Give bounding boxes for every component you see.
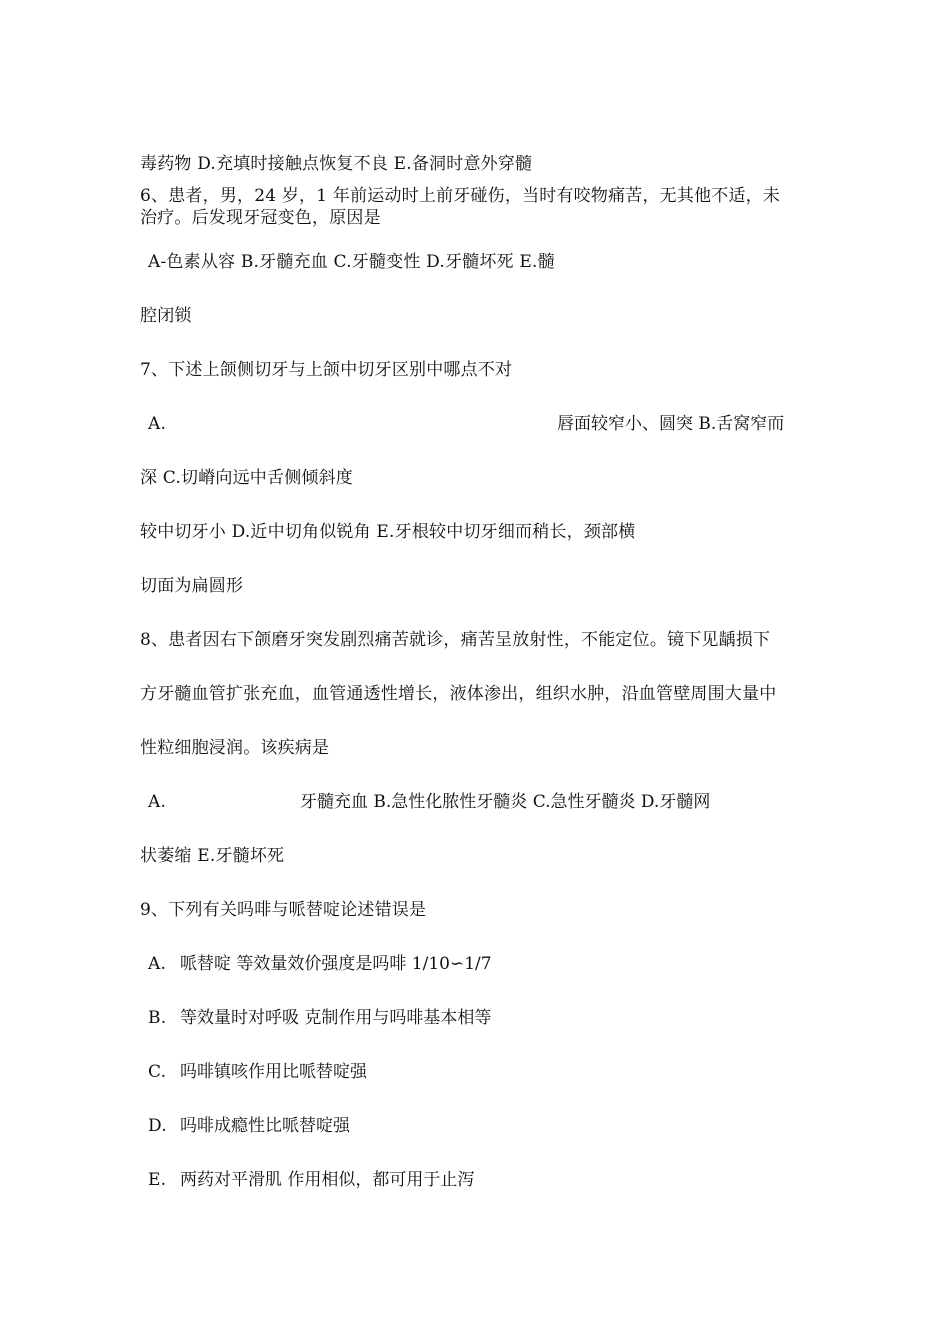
question-9-option-b (0, 1006, 950, 1030)
question-9-option-c (0, 1060, 950, 1084)
option-text: 两药对平滑肌 作用相似，都可用于止泻 (180, 1170, 475, 1190)
option-label: A. (148, 792, 167, 812)
option-text: 等效量时对呼吸 克制作用与吗啡基本相等 (180, 1008, 492, 1028)
question-7-options-cont: 切面为扁圆形 (140, 576, 244, 596)
question-8-options-cont: 状萎缩 E.牙髓坏死 (140, 846, 285, 866)
option-label: D. (148, 1116, 167, 1136)
question-7-options-cont: 较中切牙小 D.近中切角似锐角 E.牙根较中切牙细而稍长，颈部横 (140, 522, 636, 542)
question-8-stem: 8、患者因右下颌磨牙突发剧烈痛苦就诊，痛苦呈放射性，不能定位。镜下见龋损下 (140, 630, 771, 650)
option-label: E. (148, 1170, 167, 1190)
question-6-options: A-色素从容 B.牙髓充血 C.牙髓变性 D.牙髓坏死 E.髓 (148, 252, 555, 272)
option-text: 牙髓充血 B.急性化脓性牙髓炎 C.急性牙髓炎 D.牙髓网 (300, 792, 711, 812)
option-label: A. (148, 414, 167, 434)
option-text: 哌替啶 等效量效价强度是吗啡 1/10∽1/7 (180, 954, 492, 974)
question-9-option-a (0, 952, 950, 976)
question-7-options-cont: 深 C.切嵴向远中舌侧倾斜度 (140, 468, 354, 488)
option-text: 吗啡镇咳作用比哌替啶强 (180, 1062, 367, 1082)
option-label: A. (148, 954, 167, 974)
text-line: 毒药物 D.充填时接触点恢复不良 E.备洞时意外穿髓 (140, 154, 533, 174)
option-text: 唇面较窄小、圆突 B.舌窝窄而 (557, 414, 785, 434)
question-8-stem-cont: 性粒细胞浸润。该疾病是 (140, 738, 330, 758)
option-text: 吗啡成瘾性比哌替啶强 (180, 1116, 350, 1136)
question-9-option-e (0, 1168, 950, 1192)
question-6-stem: 6、患者，男，24 岁，1 年前运动时上前牙碰伤，当时有咬物痛苦，无其他不适，未 (140, 186, 781, 206)
question-9-stem: 9、下列有关吗啡与哌替啶论述错误是 (140, 900, 427, 920)
question-6-options-cont: 腔闭锁 (140, 306, 192, 326)
option-label: C. (148, 1062, 167, 1082)
question-8-stem-cont: 方牙髓血管扩张充血，血管通透性增长，液体渗出，组织水肿，沿血管壁周围大量中 (140, 684, 777, 704)
question-6-stem-cont: 治疗。后发现牙冠变色，原因是 (140, 208, 381, 228)
question-8-option-row (0, 790, 950, 814)
question-9-option-d (0, 1114, 950, 1138)
question-7-stem: 7、下述上颌侧切牙与上颌中切牙区别中哪点不对 (140, 360, 513, 380)
option-label: B. (148, 1008, 167, 1028)
question-7-option-row (0, 412, 950, 436)
